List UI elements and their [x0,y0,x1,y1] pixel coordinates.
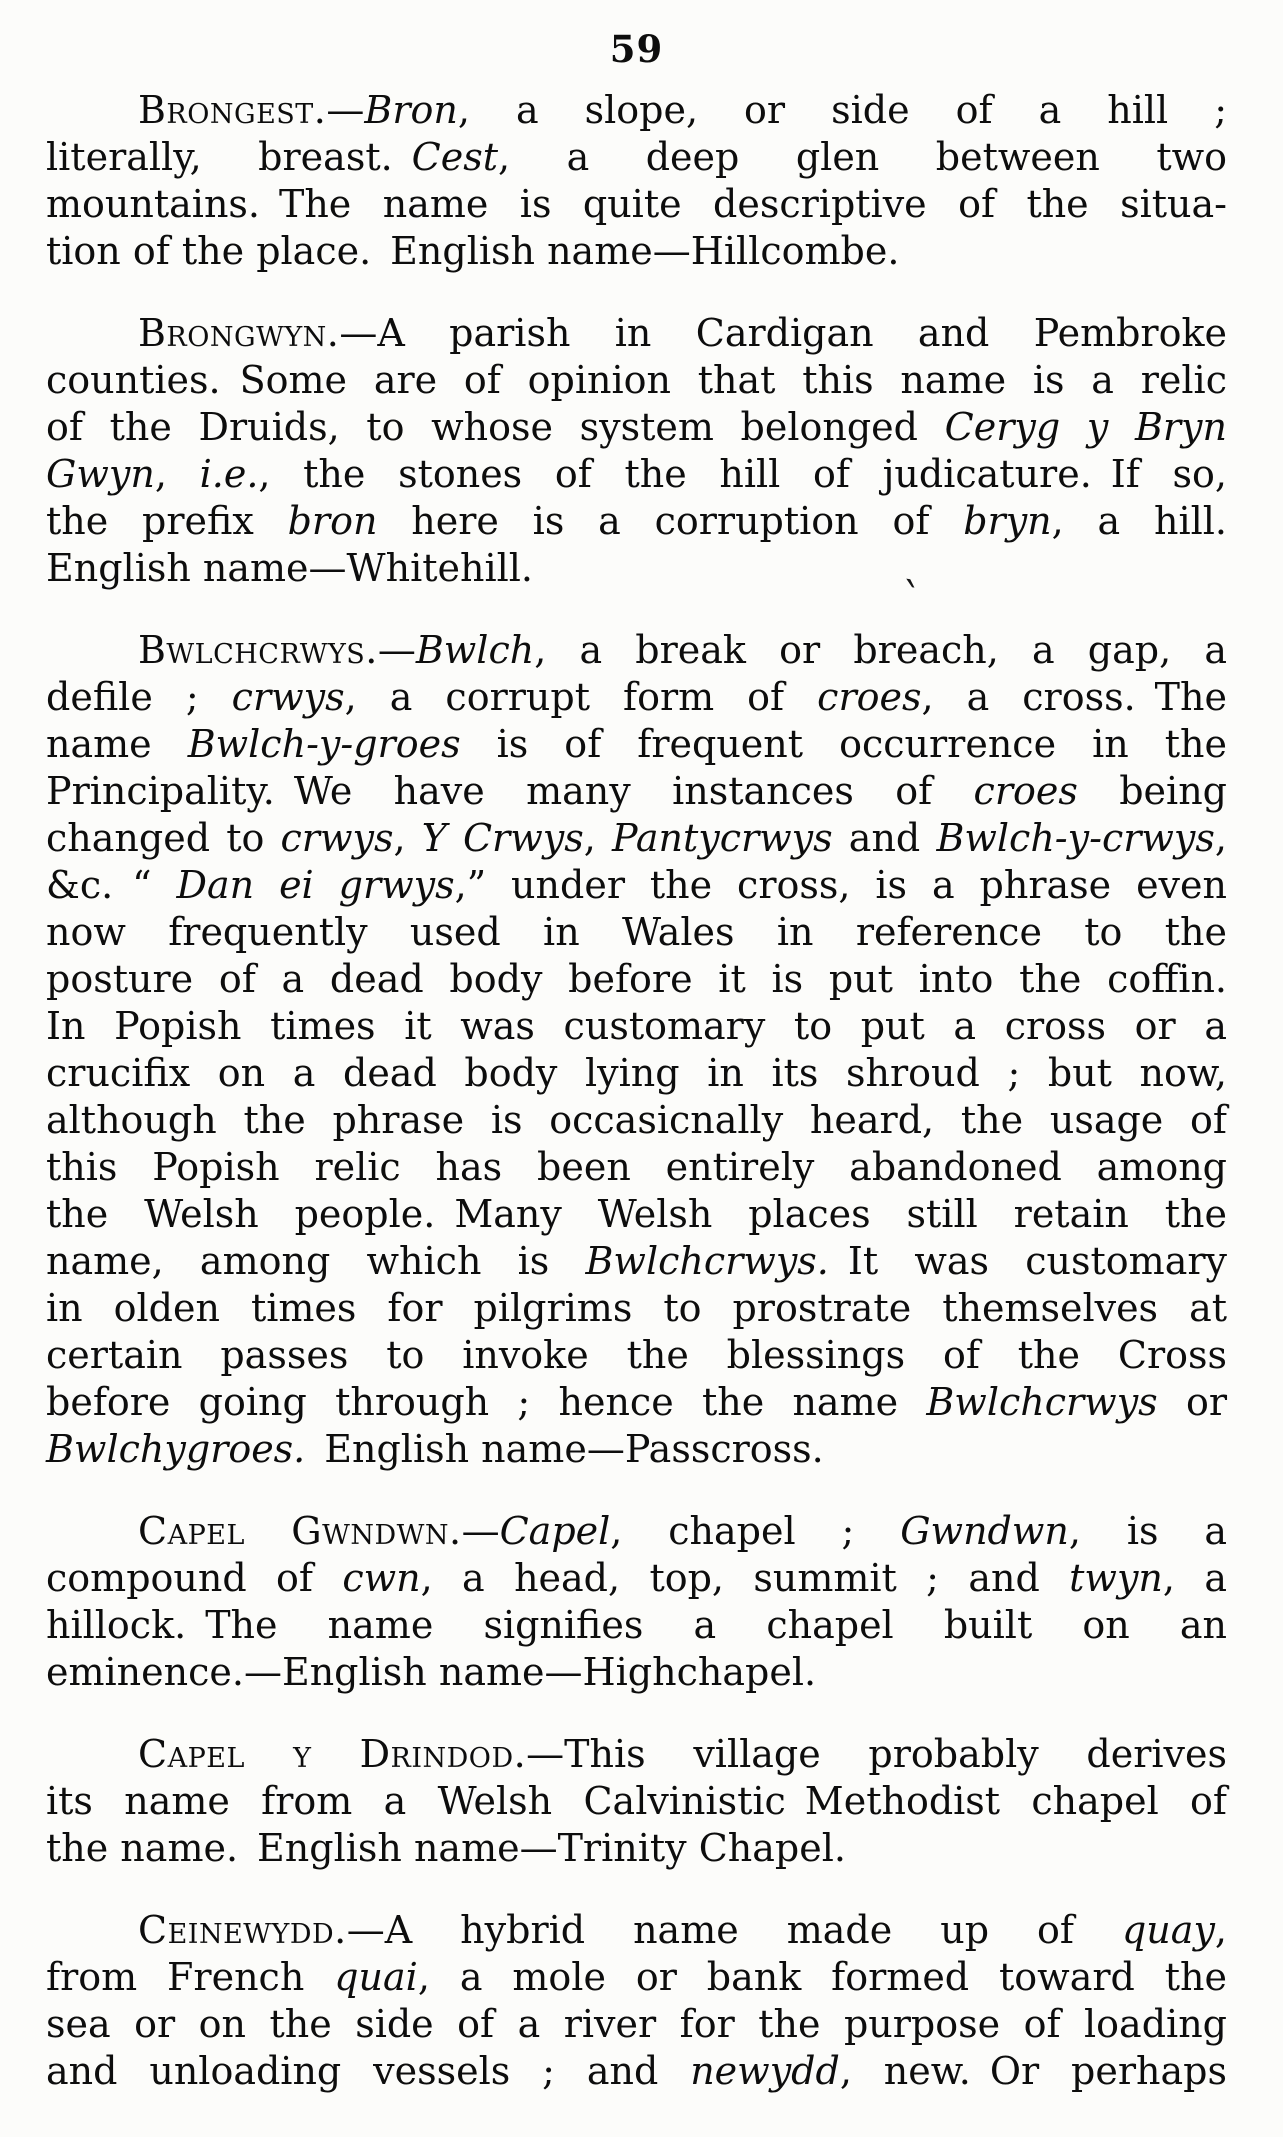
headword: Ceinewydd. [138,1908,347,1952]
text-line [46,1731,1227,1778]
text-run: — [326,88,365,132]
text-line [46,181,1227,228]
text-run: here is a corruption of [377,499,964,543]
text-run: the name. English name—Trinity Chapel. [46,1826,846,1870]
text-run: , chapel ; [610,1509,901,1553]
italic-term: Pantycrwys [611,816,833,860]
text-run: —This village probably derives [526,1732,1227,1776]
text-line [46,2001,1227,2048]
text-run: changed to [46,816,281,860]
text-line [46,1954,1227,2001]
text-run: counties. Some are of opinion that this name is a relic [46,358,1227,402]
paragraph [46,87,1227,275]
text-run: It was customary [828,1239,1227,1283]
italic-term: Ceryg y Bryn [944,405,1227,449]
text-line [46,1649,1227,1696]
text-run: and unloading vessels ; and [46,2049,691,2093]
text-run: eminence.—English name—Highchapel. [46,1650,817,1694]
paragraph [46,1907,1227,2095]
text-line [46,721,1227,768]
italic-term: Capel [499,1509,611,1553]
italic-term: cwn [342,1556,421,1600]
paragraph [46,627,1227,1473]
paragraph [46,1508,1227,1696]
text-line [46,498,1227,545]
italic-term: Bwlchcrwys. [585,1239,829,1283]
text-run: this Popish relic has been entirely abandoned among [46,1145,1227,1189]
headword: Capel y Drindod. [138,1732,527,1776]
italic-term: Bwlch [415,628,535,672]
text-run: , a [1162,1556,1227,1600]
italic-term: quai [334,1955,418,1999]
text-run: its name from a Welsh Calvinistic Methodist chapel of [46,1779,1227,1823]
text-line [46,674,1227,721]
text-run: , [393,816,422,860]
text-line [46,1778,1227,1825]
text-line [46,357,1227,404]
text-line [46,1602,1227,1649]
text-run: Principality. We have many instances of [46,769,974,813]
text-line [46,1825,1227,1872]
text-line [46,1555,1227,1602]
text-run: the prefix [46,499,288,543]
text-line [46,310,1227,357]
text-run: certain passes to invoke the blessings of the Cross [46,1333,1227,1377]
italic-term: croes [817,675,922,719]
text-line [46,451,1227,498]
text-run: , [154,452,200,496]
text-run: compound of [46,1556,343,1600]
text-run: , [1214,816,1227,860]
text-line [46,228,1227,275]
page-number: 59 [609,27,664,71]
text-run: , the stones of the hill of judicature. If so, [258,452,1227,496]
text-run: tion of the place. English name—Hillcombe. [46,229,900,273]
text-run: before going through ; hence the name [46,1380,927,1424]
text-line [46,1191,1227,1238]
headword: Brongest. [138,88,327,132]
text-run: literally, breast. [46,135,412,179]
text-line [46,768,1227,815]
italic-term: Y Crwys [421,816,584,860]
italic-term: crwys [280,816,394,860]
text-line [46,1508,1227,1555]
italic-term: crwys [231,675,345,719]
text-run: crucifix on a dead body lying in its shroud ; but now, [46,1051,1227,1095]
text-run: , a head, top, summit ; and [420,1556,1070,1600]
text-run: , a mole or bank formed toward the [417,1955,1227,1999]
italic-term: Gwyn [46,452,155,496]
text-run: name [46,722,188,766]
text-run: , is a [1068,1509,1228,1553]
text-line [46,1332,1227,1379]
paragraph [46,310,1227,592]
text-run: mountains. The name is quite descriptive of the situa- [46,182,1227,226]
text-run: , new. Or perhaps [839,2049,1227,2093]
text-run: from French [46,1955,335,1999]
text-run: &c. “ [46,863,177,907]
italic-term: bron [287,499,378,543]
text-run: now frequently used in Wales in reference to the [46,910,1227,954]
text-run: , [1214,1908,1227,1952]
text-line [46,1144,1227,1191]
italic-term: Bwlch-y-crwys [936,816,1215,860]
text-run: ,” under the cross, is a phrase even [454,863,1227,907]
text-line [46,1285,1227,1332]
italic-term: Bron [364,88,458,132]
text-line [46,87,1227,134]
text-run: of the Druids, to whose system belonged [46,405,945,449]
italic-term: Bwlch-y-groes [187,722,461,766]
text-run: , a hill. [1051,499,1228,543]
text-run: although the phrase is occasicnally heard, the usage of [46,1098,1227,1142]
text-run: in olden times for pilgrims to prostrate themselves at [46,1286,1227,1330]
text-line [46,862,1227,909]
text-run: English name—Passcross. [305,1427,824,1471]
headword: Capel Gwndwn. [138,1509,462,1553]
text-line [46,545,1227,592]
text-line [46,2048,1227,2095]
text-line [46,1426,1227,1473]
text-run: hillock. The name signifies a chapel built on an [46,1603,1227,1647]
text-run: , a deep glen between two [498,135,1227,179]
text-run: being [1077,769,1227,813]
text-run: the Welsh people. Many Welsh places still retain the [46,1192,1227,1236]
text-run: , [583,816,612,860]
text-line [46,134,1227,181]
text-run: defile ; [46,675,232,719]
text-line [46,815,1227,862]
text-run: posture of a dead body before it is put into the coffin. [46,957,1227,1001]
italic-term: quay [1121,1908,1215,1952]
text-run: is of frequent occurrence in the [460,722,1227,766]
text-run: English name—Whitehill. [46,546,534,590]
text-run: or [1157,1380,1227,1424]
text-run: —A parish in Cardigan and Pembroke [339,311,1227,355]
text-run: , a break or breach, a gap, a [534,628,1227,672]
italic-term: Cest [411,135,499,179]
italic-term: Bwlchygroes. [46,1427,306,1471]
text-line [46,1050,1227,1097]
text-line [46,1097,1227,1144]
text-run: , a corrupt form of [344,675,818,719]
text-run: In Popish times it was customary to put a cross or a [46,1004,1227,1048]
italic-term: i.e. [199,452,259,496]
text-line [46,404,1227,451]
paragraph [46,1731,1227,1872]
text-line [46,1907,1227,1954]
text-run: , a slope, or side of a hill ; [457,88,1227,132]
text-line [46,1003,1227,1050]
text-run: — [461,1509,500,1553]
italic-term: bryn [963,499,1052,543]
text-line [46,1379,1227,1426]
headword: Bwlchcrwys. [138,628,378,672]
italic-term: Dan ei grwys [176,863,455,907]
text-line [46,1238,1227,1285]
headword: Brongwyn. [138,311,340,355]
italic-term: twyn [1069,1556,1163,1600]
print-artifact-mark: ` [896,572,925,625]
text-run: , a cross. The [921,675,1227,719]
text-run: sea or on the side of a river for the purpose of loading [46,2002,1227,2046]
text-line [46,956,1227,1003]
italic-term: croes [973,769,1078,813]
italic-term: Gwndwn [900,1509,1069,1553]
text-run: name, among which is [46,1239,586,1283]
text-line [46,627,1227,674]
italic-term: Bwlchcrwys [926,1380,1158,1424]
text-run: and [832,816,937,860]
text-run: — [377,628,416,672]
page-text [46,87,1227,2095]
italic-term: newydd [690,2049,840,2093]
text-run: —A hybrid name made up of [346,1908,1122,1952]
text-line [46,909,1227,956]
